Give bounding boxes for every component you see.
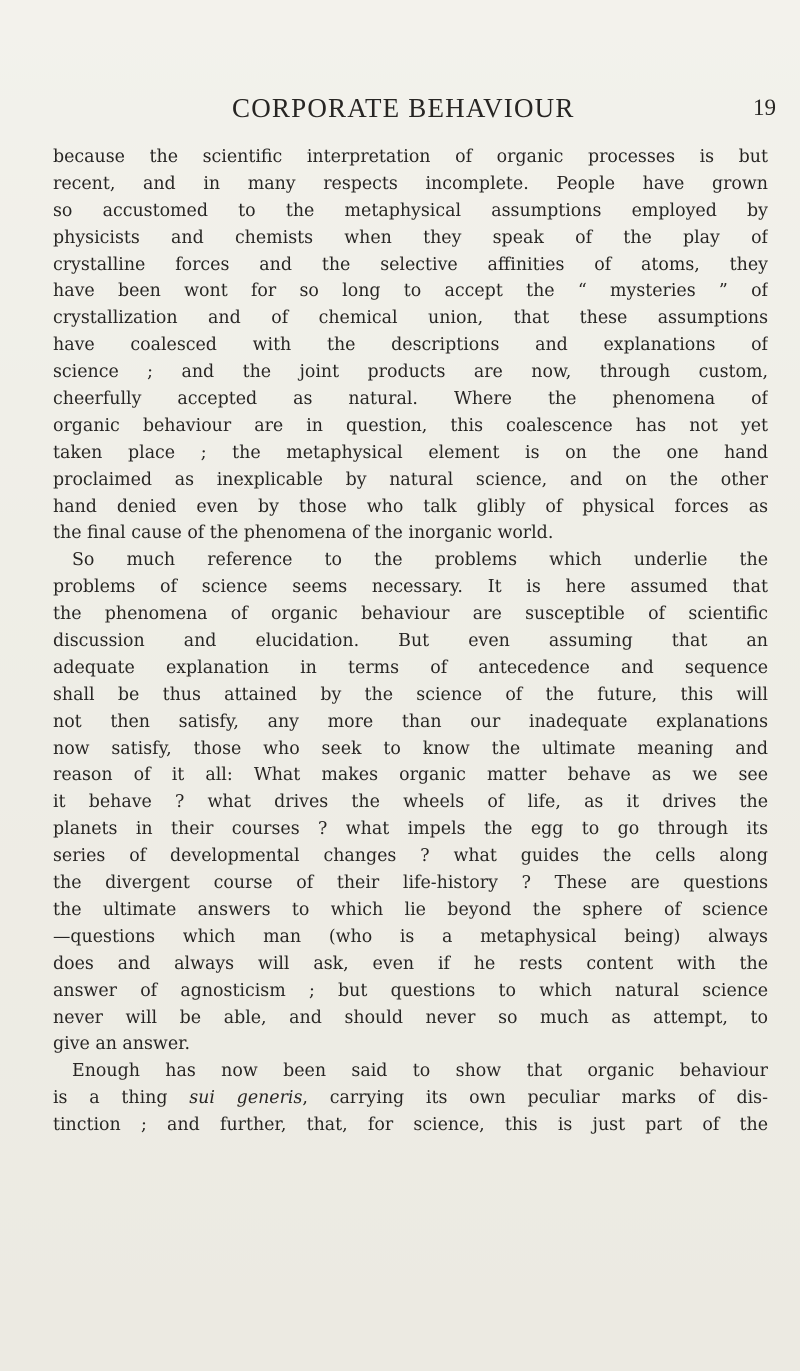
text-line: hand denied even by those who talk glibly of physical forces as <box>53 496 768 517</box>
text-line: have been wont for so long to accept the “ mysteries ” of <box>53 281 768 302</box>
text-line: physicists and chemists when they speak of the play of <box>53 227 768 248</box>
text-line: planets in their courses ? what impels the egg to go through its <box>53 819 768 840</box>
text-line: it behave ? what drives the wheels of life, as it drives the <box>53 792 768 813</box>
text-line: the final cause of the phenomena of the inorganic world. <box>53 523 554 544</box>
running-title: CORPORATE BEHAVIOUR <box>232 93 575 123</box>
text-line: series of developmental changes ? what guides the cells along <box>53 846 768 867</box>
text-line: —questions which man (who is a metaphysical being) always <box>53 926 768 947</box>
text-line: the phenomena of organic behaviour are susceptible of scientific <box>53 604 768 625</box>
text-line: have coalesced with the descriptions and explanations of <box>53 335 768 356</box>
text-line: the divergent course of their life-history ? These are questions <box>53 873 768 894</box>
text-line: give an answer. <box>53 1034 191 1055</box>
text-line: is a thing sui generis, carrying its own peculiar marks of dis- <box>53 1088 768 1109</box>
text-line: never will be able, and should never so much as attempt, to <box>53 1007 768 1028</box>
text-line: taken place ; the metaphysical element is on the one hand <box>53 442 768 463</box>
text-line: proclaimed as inexplicable by natural science, and on the other <box>53 469 768 490</box>
text-line: adequate explanation in terms of antecedence and sequence <box>53 657 768 678</box>
text-line: now satisfy, those who seek to know the ultimate meaning and <box>53 738 768 759</box>
body-text <box>53 144 768 1139</box>
text-line: the ultimate answers to which lie beyond the sphere of science <box>53 899 768 920</box>
text-line: organic behaviour are in question, this coalescence has not yet <box>53 415 768 436</box>
text-line: shall be thus attained by the science of the future, this will <box>53 684 768 705</box>
text-line: not then satisfy, any more than our inadequate explanations <box>53 711 768 732</box>
text-line: science ; and the joint products are now, through custom, <box>53 362 768 383</box>
text-line: does and always will ask, even if he rests content with the <box>53 953 768 974</box>
running-head <box>0 88 800 128</box>
paragraph-1 <box>53 144 768 547</box>
text-line: cheerfully accepted as natural. Where the phenomena of <box>53 389 768 410</box>
text-line: answer of agnosticism ; but questions to which natural science <box>53 980 768 1001</box>
paragraph-2 <box>53 547 768 1058</box>
paragraph-3 <box>53 1058 768 1139</box>
italic-phrase: sui generis <box>189 1088 303 1109</box>
text-line: reason of it all: What makes organic matter behave as we see <box>53 765 768 786</box>
text-line: So much reference to the problems which underlie the <box>72 550 768 571</box>
text-line: crystalline forces and the selective affinities of atoms, they <box>53 254 768 275</box>
text-line: problems of science seems necessary. It is here assumed that <box>53 577 768 598</box>
text-line: recent, and in many respects incomplete. People have grown <box>53 173 768 194</box>
page-number: 19 <box>753 95 776 120</box>
text-line: because the scientific interpretation of organic processes is but <box>53 147 768 167</box>
text-line: tinction ; and further, that, for science, this is just part of the <box>53 1115 768 1136</box>
text-line: crystallization and of chemical union, that these assumptions <box>53 308 768 329</box>
text-line: discussion and elucidation. But even assuming that an <box>53 631 768 652</box>
text-line: Enough has now been said to show that organic behaviour <box>72 1061 768 1082</box>
text-line: so accustomed to the metaphysical assumptions employed by <box>53 200 768 221</box>
